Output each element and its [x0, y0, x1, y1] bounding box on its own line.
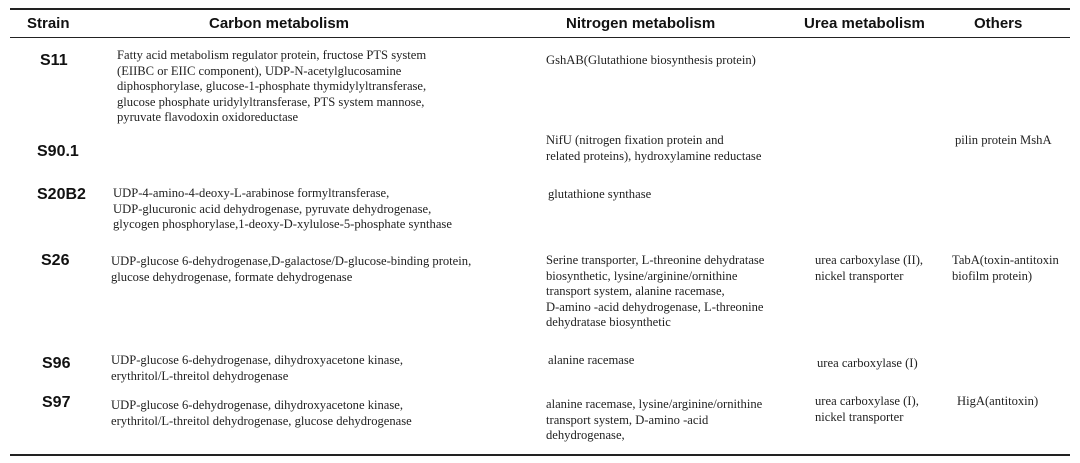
table-header-rule [10, 37, 1070, 38]
cell-nitrogen-s20b2: glutathione synthase [548, 187, 652, 201]
cell-nitrogen-s26: Serine transporter, L-threonine dehydratase biosynthetic, lysine/arginine/ornithine transport system, alanine racemase, D-amino -acid dehydrogenase, L-threonine dehydratase biosynthetic [546, 253, 765, 330]
cell-nitrogen-s96: alanine racemase [548, 353, 635, 367]
cell-others-s26: TabA(toxin-antitoxin biofilm protein) [952, 253, 1059, 283]
cell-nitrogen-s11: GshAB(Glutathione biosynthesis protein) [546, 53, 756, 67]
cell-others-s97: HigA(antitoxin) [957, 394, 1039, 408]
cell-carbon-s97: UDP-glucose 6-dehydrogenase, dihydroxyacetone kinase, erythritol/L-threitol dehydrogenase, glucose dehydrogenase [111, 398, 412, 428]
cell-carbon-s20b2: UDP-4-amino-4-deoxy-L-arabinose formyltransferase, UDP-glucuronic acid dehydrogenase, pyruvate dehydrogenase, glycogen phosphorylase,1-deoxy-D-xylulose-5-phosphate synthase [113, 186, 452, 232]
header-others: Others [974, 15, 1023, 32]
cell-urea-s96: urea carboxylase (I) [817, 356, 918, 370]
header-carbon-metabolism: Carbon metabolism [209, 15, 350, 32]
header-urea-metabolism: Urea metabolism [804, 15, 925, 32]
cell-carbon-s96: UDP-glucose 6-dehydrogenase, dihydroxyacetone kinase, erythritol/L-threitol dehydrogenase [111, 353, 404, 383]
cell-carbon-s26: UDP-glucose 6-dehydrogenase,D-galactose/D-glucose-binding protein, glucose dehydrogenase, formate dehydrogenase [111, 254, 472, 284]
row-strain-s90-1: S90.1 [37, 143, 79, 160]
row-strain-s26: S26 [41, 252, 70, 269]
header-strain: Strain [27, 15, 70, 32]
cell-carbon-s11: Fatty acid metabolism regulator protein, fructose PTS system (EIIBC or EIIC component), UDP-N-acetylglucosamine diphosphorylase, glucose-1-phosphate thymidylyltransferase, glucose phosphate uridylyltransferase, PTS system mannose, pyruvate flavodoxin oxidoreductase [117, 48, 427, 125]
cell-urea-s26: urea carboxylase (II), nickel transporter [815, 253, 924, 283]
row-strain-s97: S97 [42, 394, 71, 411]
row-strain-s11: S11 [40, 52, 68, 69]
header-nitrogen-metabolism: Nitrogen metabolism [566, 15, 716, 32]
cell-others-s90-1: pilin protein MshA [955, 133, 1052, 147]
cell-nitrogen-s97: alanine racemase, lysine/arginine/ornithine transport system, D-amino -acid dehydrogenase, [546, 397, 763, 443]
row-strain-s96: S96 [42, 355, 71, 372]
table-bottom-rule [10, 454, 1070, 456]
cell-nitrogen-s90-1: NifU (nitrogen fixation protein and related proteins), hydroxylamine reductase [546, 133, 762, 163]
row-strain-s20b2: S20B2 [37, 186, 86, 203]
table-top-rule [10, 8, 1070, 10]
cell-urea-s97: urea carboxylase (I), nickel transporter [815, 394, 919, 424]
